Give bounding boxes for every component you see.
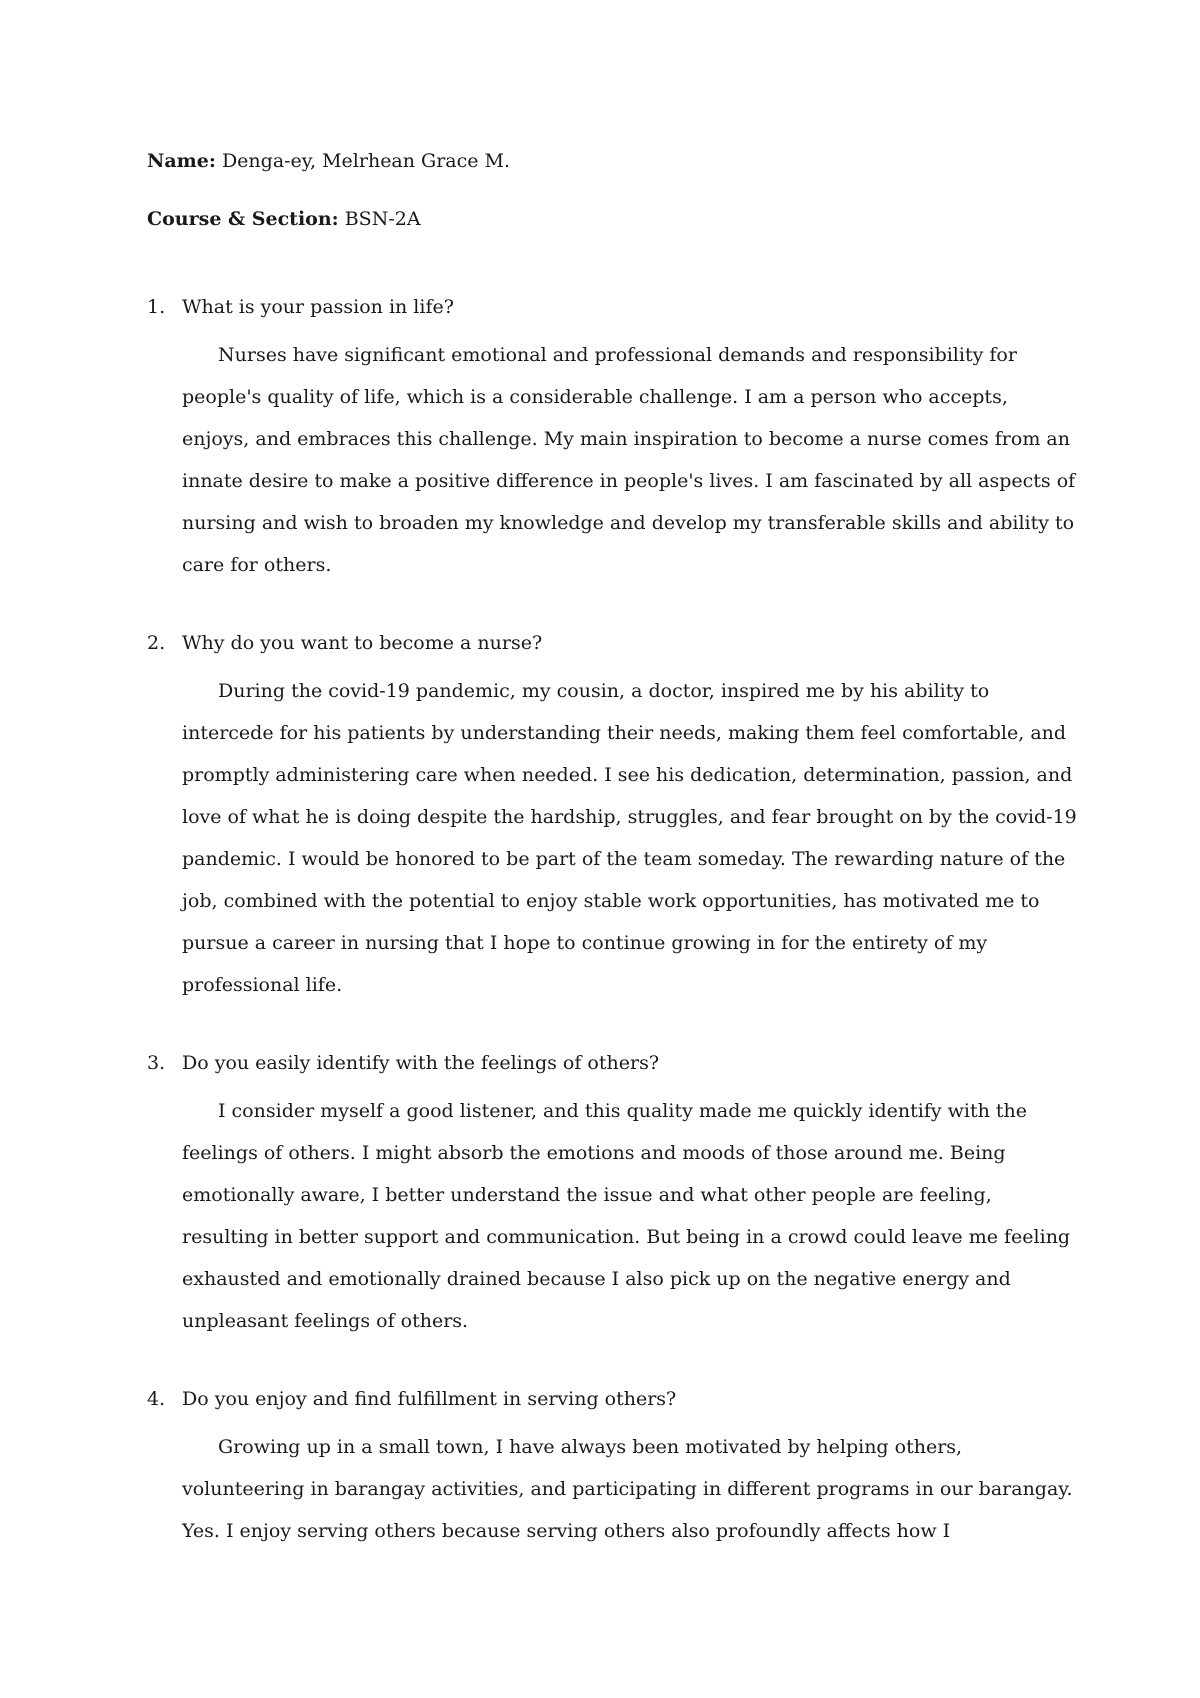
question-item-4	[147, 1384, 1077, 1552]
question-text: Do you easily identify with the feelings of others?	[182, 1052, 660, 1074]
question-number: 3.	[147, 1052, 166, 1074]
question-text: Why do you want to become a nurse?	[182, 632, 543, 654]
course-value: BSN-2A	[344, 208, 421, 230]
question-item-3	[147, 1048, 1077, 1342]
student-name-line	[147, 146, 510, 176]
question-item-2	[147, 628, 1077, 1006]
question-number: 1.	[147, 296, 166, 318]
question-text: What is your passion in life?	[182, 296, 454, 318]
course-section-line	[147, 204, 421, 234]
question-number: 2.	[147, 632, 166, 654]
question-text: Do you enjoy and find fulfillment in serving others?	[182, 1388, 677, 1410]
answer-text: Nurses have significant emotional and professional demands and responsibility for people's quality of life, which is a considerable challenge. I am a person who accepts, enjoys, and embraces this challenge. My main inspiration to become a nurse comes from an innate desire to make a positive difference in people's lives. I am fascinated by all aspects of nursing and wish to broaden my knowledge and develop my transferable skills and ability to care for others.	[182, 344, 1076, 576]
answer-text: Growing up in a small town, I have always been motivated by helping others, volunteering in barangay activities, and participating in different programs in our barangay. Yes. I enjoy serving others because serving others also profoundly affects how I	[182, 1436, 1073, 1542]
course-label: Course & Section:	[147, 208, 339, 230]
name-value: Denga-ey, Melrhean Grace M.	[221, 150, 511, 172]
question-number: 4.	[147, 1388, 166, 1410]
answer-text: During the covid-19 pandemic, my cousin, a doctor, inspired me by his ability to intercede for his patients by understanding their needs, making them feel comfortable, and promptly administering care when needed. I see his dedication, determination, passion, and love of what he is doing despite the hardship, struggles, and fear brought on by the covid-19 pandemic. I would be honored to be part of the team someday. The rewarding nature of the job, combined with the potential to enjoy stable work opportunities, has motivated me to pursue a career in nursing that I hope to continue growing in for the entirety of my professional life.	[182, 680, 1077, 996]
question-list	[147, 292, 1077, 1594]
question-item-1	[147, 292, 1077, 586]
name-label: Name:	[147, 150, 216, 172]
answer-text: I consider myself a good listener, and this quality made me quickly identify with the feelings of others. I might absorb the emotions and moods of those around me. Being emotionally aware, I better understand the issue and what other people are feeling, resulting in better support and communication. But being in a crowd could leave me feeling exhausted and emotionally drained because I also pick up on the negative energy and unpleasant feelings of others.	[182, 1100, 1071, 1332]
